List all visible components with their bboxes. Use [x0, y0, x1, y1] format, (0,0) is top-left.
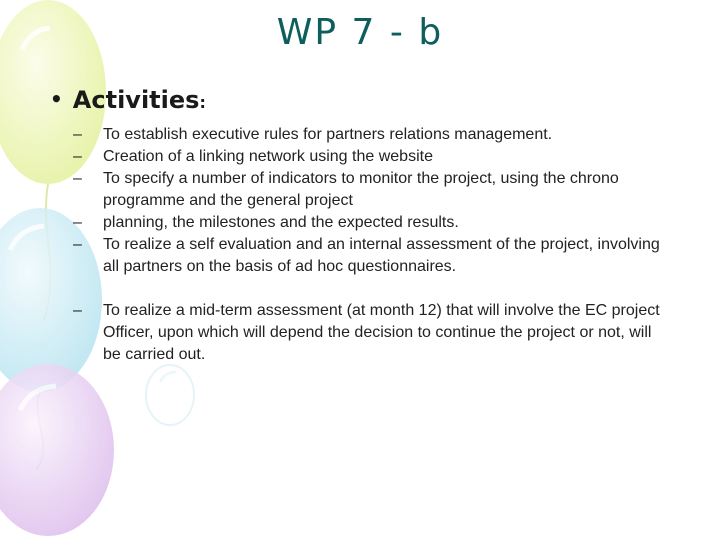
list-item [73, 168, 673, 212]
list-item [73, 124, 673, 146]
dash-bullet-icon: – [73, 126, 82, 143]
dash-bullet-icon: – [73, 214, 82, 231]
list-item-text: To establish executive rules for partners relations management. [103, 126, 553, 143]
list-item-text: Creation of a linking network using the website [103, 148, 433, 165]
list-item [73, 146, 673, 168]
bullet-dot-icon: • [50, 87, 63, 111]
main-bullet-colon: : [199, 93, 206, 112]
list-item [73, 212, 673, 234]
list-item [73, 300, 673, 366]
dash-bullet-icon: – [73, 170, 82, 187]
list-item-text: To realize a mid-term assessment (at month 12) that will involve the EC project Officer, upon which will depend the decision to continue the project or not, will be carried out. [103, 302, 660, 363]
dash-bullet-icon: – [73, 236, 82, 253]
list-item [73, 234, 673, 278]
activities-list [73, 124, 673, 366]
dash-bullet-icon: – [73, 302, 82, 319]
faint-balloon-outline [146, 365, 194, 425]
list-item-text: planning, the milestones and the expected results. [103, 214, 459, 231]
dash-bullet-icon: – [73, 148, 82, 165]
list-item-text: To realize a self evaluation and an internal assessment of the project, involving all partners on the basis of ad hoc questionnaires. [103, 236, 660, 275]
purple-balloon-shape [0, 364, 114, 536]
slide-title: WP 7 - b [276, 12, 444, 53]
list-item-text: To specify a number of indicators to monitor the project, using the chrono programme and the general project [103, 170, 619, 209]
main-bullet-activities [50, 86, 206, 114]
main-bullet-label: Activities [72, 86, 200, 114]
